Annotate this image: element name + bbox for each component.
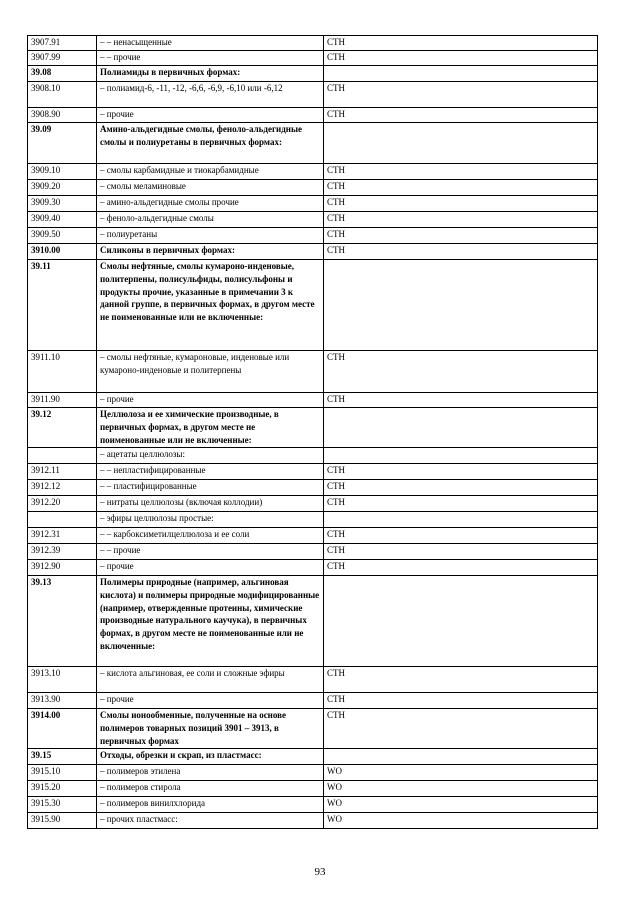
hs-code-cell: 3912.11 xyxy=(28,464,97,480)
table-row xyxy=(28,393,598,408)
table-row xyxy=(28,212,598,228)
hs-code-cell: 3911.90 xyxy=(28,393,97,408)
condition-cell: СТН xyxy=(324,528,598,544)
table-row xyxy=(28,781,598,797)
table-row xyxy=(28,82,598,108)
hs-code-cell: 3908.90 xyxy=(28,108,97,123)
description-cell: – эфиры целлюлозы простые: xyxy=(97,512,324,528)
hs-code-cell xyxy=(28,448,97,464)
condition-cell: СТН xyxy=(324,108,598,123)
table-row xyxy=(28,464,598,480)
hs-code-cell: 3915.20 xyxy=(28,781,97,797)
hs-code-cell: 39.09 xyxy=(28,123,97,164)
hs-code-cell: 39.08 xyxy=(28,66,97,82)
hs-code-cell: 3911.10 xyxy=(28,351,97,393)
condition-cell: СТН xyxy=(324,667,598,693)
description-cell: – полимеров этилена xyxy=(97,765,324,781)
description-cell: – нитраты целлюлозы (включая коллодии) xyxy=(97,496,324,512)
condition-cell: СТН xyxy=(324,393,598,408)
condition-cell: WO xyxy=(324,765,598,781)
hs-code-cell: 3913.90 xyxy=(28,693,97,709)
description-cell: – полиамид-6, -11, -12, -6,6, -6,9, -6,10 или -6,12 xyxy=(97,82,324,108)
table-row xyxy=(28,196,598,212)
table-row xyxy=(28,36,598,51)
hs-code-cell: 3913.10 xyxy=(28,667,97,693)
condition-cell: СТН xyxy=(324,496,598,512)
hs-code-cell: 3907.91 xyxy=(28,36,97,51)
description-cell: Смолы нефтяные, смолы кумароно-инденовые, политерпены, полисульфиды, полисульфоны и продукты прочие, указанные в примечании 3 к данной группе, в первичных формах, в другом месте не поименованные или не включенные: xyxy=(97,260,324,351)
condition-cell: СТН xyxy=(324,82,598,108)
table-row xyxy=(28,180,598,196)
table-row xyxy=(28,797,598,813)
condition-cell xyxy=(324,123,598,164)
table-row xyxy=(28,51,598,66)
table-row xyxy=(28,749,598,765)
page-number: 93 xyxy=(314,866,326,878)
condition-cell: СТН xyxy=(324,36,598,51)
hs-code-cell: 3912.12 xyxy=(28,480,97,496)
tariff-table xyxy=(27,35,598,829)
description-cell: Смолы ионообменные, полученные на основе полимеров товарных позиций 3901 – 3913, в первичных формах xyxy=(97,709,324,749)
table-row xyxy=(28,544,598,560)
table-row xyxy=(28,66,598,82)
description-cell: – – ненасыщенные xyxy=(97,36,324,51)
condition-cell: СТН xyxy=(324,560,598,576)
hs-code-cell: 3912.39 xyxy=(28,544,97,560)
table-row xyxy=(28,351,598,393)
condition-cell: СТН xyxy=(324,228,598,244)
table-row xyxy=(28,260,598,351)
table-row xyxy=(28,813,598,829)
hs-code-cell: 3915.30 xyxy=(28,797,97,813)
condition-cell: СТН xyxy=(324,544,598,560)
table-row xyxy=(28,164,598,180)
description-cell: Силиконы в первичных формах: xyxy=(97,244,324,260)
table-row xyxy=(28,512,598,528)
condition-cell: СТН xyxy=(324,212,598,228)
description-cell: – смолы нефтяные, кумароновые, инденовые или кумароно-инденовые и политерпены xyxy=(97,351,324,393)
table-row xyxy=(28,496,598,512)
description-cell: – прочие xyxy=(97,560,324,576)
table-row xyxy=(28,528,598,544)
tariff-table-body xyxy=(28,36,598,829)
description-cell: – – непластифицированные xyxy=(97,464,324,480)
hs-code-cell: 3915.90 xyxy=(28,813,97,829)
condition-cell: WO xyxy=(324,797,598,813)
hs-code-cell: 39.11 xyxy=(28,260,97,351)
description-cell: – смолы карбамидные и тиокарбамидные xyxy=(97,164,324,180)
table-row xyxy=(28,667,598,693)
condition-cell: WO xyxy=(324,781,598,797)
description-cell: Амино-альдегидные смолы, феноло-альдегидные смолы и полиуретаны в первичных формах: xyxy=(97,123,324,164)
condition-cell xyxy=(324,749,598,765)
table-row xyxy=(28,448,598,464)
hs-code-cell: 3909.20 xyxy=(28,180,97,196)
table-row xyxy=(28,576,598,667)
description-cell: – прочие xyxy=(97,693,324,709)
description-cell: – – пластифицированные xyxy=(97,480,324,496)
hs-code-cell: 3909.10 xyxy=(28,164,97,180)
description-cell: – кислота альгиновая, ее соли и сложные эфиры xyxy=(97,667,324,693)
hs-code-cell: 3912.31 xyxy=(28,528,97,544)
description-cell: – – карбоксиметилцеллюлоза и ее соли xyxy=(97,528,324,544)
hs-code-cell: 3909.40 xyxy=(28,212,97,228)
condition-cell: WO xyxy=(324,813,598,829)
table-row xyxy=(28,709,598,749)
condition-cell xyxy=(324,66,598,82)
description-cell: – феноло-альдегидные смолы xyxy=(97,212,324,228)
description-cell: – полиуретаны xyxy=(97,228,324,244)
hs-code-cell: 39.15 xyxy=(28,749,97,765)
condition-cell: СТН xyxy=(324,480,598,496)
hs-code-cell: 3907.99 xyxy=(28,51,97,66)
description-cell: Отходы, обрезки и скрап, из пластмасс: xyxy=(97,749,324,765)
description-cell: Полимеры природные (например, альгиновая кислота) и полимеры природные модифицированные (например, отвержденные протеины, химические производные натурального каучука), в первичных формах, в другом месте не поименованные или не включенные: xyxy=(97,576,324,667)
condition-cell: СТН xyxy=(324,709,598,749)
condition-cell: СТН xyxy=(324,180,598,196)
table-row xyxy=(28,228,598,244)
hs-code-cell: 39.13 xyxy=(28,576,97,667)
table-row xyxy=(28,123,598,164)
description-cell: – прочих пластмасс: xyxy=(97,813,324,829)
table-row xyxy=(28,244,598,260)
description-cell: – смолы меламиновые xyxy=(97,180,324,196)
description-cell: – ацетаты целлюлозы: xyxy=(97,448,324,464)
table-row xyxy=(28,560,598,576)
table-row xyxy=(28,408,598,448)
condition-cell xyxy=(324,512,598,528)
hs-code-cell: 3912.90 xyxy=(28,560,97,576)
hs-code-cell: 3914.00 xyxy=(28,709,97,749)
condition-cell xyxy=(324,576,598,667)
condition-cell: СТН xyxy=(324,196,598,212)
condition-cell xyxy=(324,260,598,351)
condition-cell: СТН xyxy=(324,244,598,260)
table-row xyxy=(28,108,598,123)
description-cell: – – прочие xyxy=(97,51,324,66)
condition-cell: СТН xyxy=(324,51,598,66)
hs-code-cell: 3912.20 xyxy=(28,496,97,512)
description-cell: – прочие xyxy=(97,108,324,123)
condition-cell: СТН xyxy=(324,464,598,480)
description-cell: – полимеров винилхлорида xyxy=(97,797,324,813)
description-cell: – полимеров стирола xyxy=(97,781,324,797)
description-cell: – прочие xyxy=(97,393,324,408)
hs-code-cell: 3909.30 xyxy=(28,196,97,212)
condition-cell: СТН xyxy=(324,164,598,180)
description-cell: Полиамиды в первичных формах: xyxy=(97,66,324,82)
hs-code-cell: 3909.50 xyxy=(28,228,97,244)
hs-code-cell: 3915.10 xyxy=(28,765,97,781)
condition-cell: СТН xyxy=(324,351,598,393)
description-cell: – – прочие xyxy=(97,544,324,560)
hs-code-cell: 3908.10 xyxy=(28,82,97,108)
table-row xyxy=(28,693,598,709)
description-cell: Целлюлоза и ее химические производные, в первичных формах, в другом месте не поименованные или не включенные: xyxy=(97,408,324,448)
hs-code-cell: 39.12 xyxy=(28,408,97,448)
table-row xyxy=(28,765,598,781)
hs-code-cell: 3910.00 xyxy=(28,244,97,260)
condition-cell xyxy=(324,448,598,464)
description-cell: – амино-альдегидные смолы прочие xyxy=(97,196,324,212)
hs-code-cell xyxy=(28,512,97,528)
condition-cell xyxy=(324,408,598,448)
condition-cell: СТН xyxy=(324,693,598,709)
table-row xyxy=(28,480,598,496)
